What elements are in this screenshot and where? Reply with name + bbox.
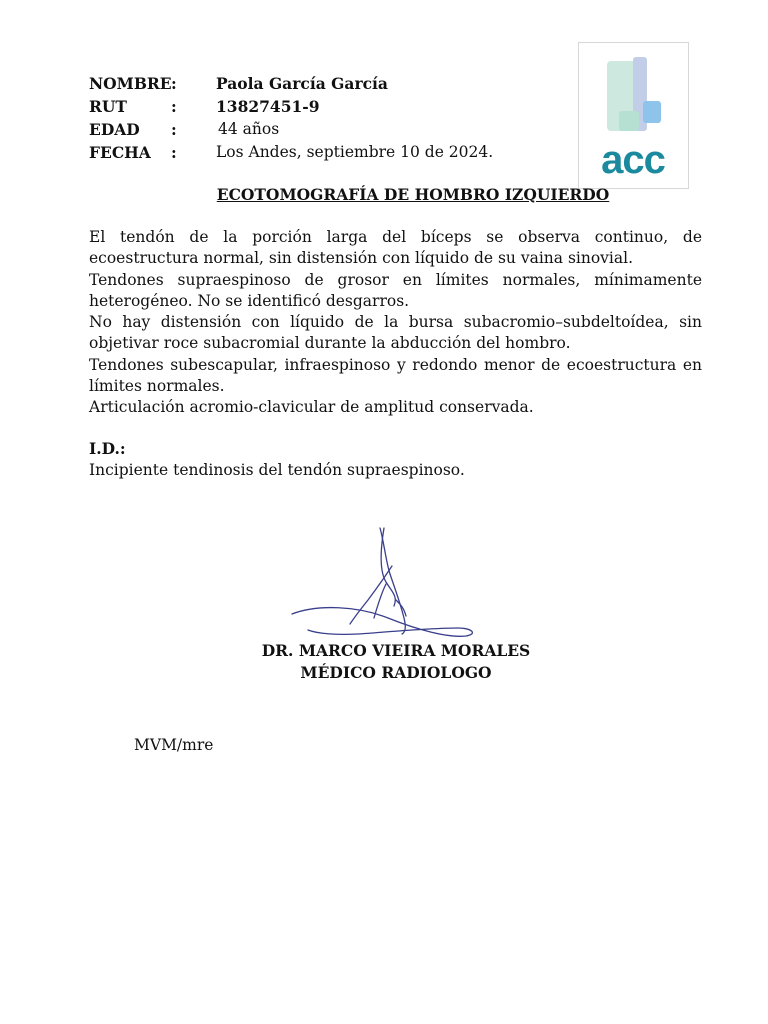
- signature-image: [288, 522, 502, 642]
- finding-paragraph: No hay distensión con líquido de la bursa subacromio–subdeltoídea, sin objetivar roce subacromial durante la abducción del hombro.: [89, 313, 702, 353]
- logo-block-blue: [643, 101, 661, 123]
- logo-block-teal: [619, 111, 639, 131]
- report-title: ECOTOMOGRAFÍA DE HOMBRO IZQUIERDO: [216, 185, 610, 204]
- date-label: FECHA: [89, 143, 151, 162]
- age-value: 44 años: [218, 120, 280, 138]
- age-colon: :: [171, 120, 177, 139]
- finding-paragraph: Tendones supraespinoso de grosor en límites normales, mínimamente heterogéneo. No se identificó desgarros.: [89, 270, 702, 310]
- name-label: NOMBRE: [89, 74, 172, 93]
- finding-paragraph: Tendones subescapular, infraespinoso y redondo menor de ecoestructura en límites normales.: [89, 355, 702, 396]
- doctor-block: [0, 640, 768, 684]
- doctor-name: DR. MARCO VIEIRA MORALES: [261, 641, 531, 660]
- typist-initials: MVM/mre: [134, 736, 214, 754]
- name-colon: :: [171, 74, 177, 93]
- name-value: Paola García García: [216, 74, 388, 93]
- doctor-title: MÉDICO RADIOLOGO: [300, 663, 492, 682]
- acc-logo-icon: [579, 43, 688, 188]
- acc-logo: [578, 42, 689, 189]
- logo-wordmark: acc: [601, 138, 665, 182]
- rut-label: RUT: [89, 97, 127, 116]
- finding-paragraph: El tendón de la porción larga del bíceps se observa continuo, de ecoestructura normal, sin distensión con líquido de su vaina sinovial.: [89, 228, 702, 268]
- impression-text: Incipiente tendinosis del tendón supraespinoso.: [89, 461, 465, 479]
- finding-paragraph: Articulación acromio-clavicular de amplitud conservada.: [89, 398, 534, 417]
- rut-colon: :: [171, 97, 177, 116]
- date-value: Los Andes, septiembre 10 de 2024.: [216, 143, 494, 161]
- age-label: EDAD: [89, 120, 140, 139]
- date-colon: :: [171, 143, 177, 162]
- impression-label: I.D.:: [89, 439, 126, 458]
- report-body: [89, 227, 702, 419]
- rut-value: 13827451-9: [216, 97, 320, 116]
